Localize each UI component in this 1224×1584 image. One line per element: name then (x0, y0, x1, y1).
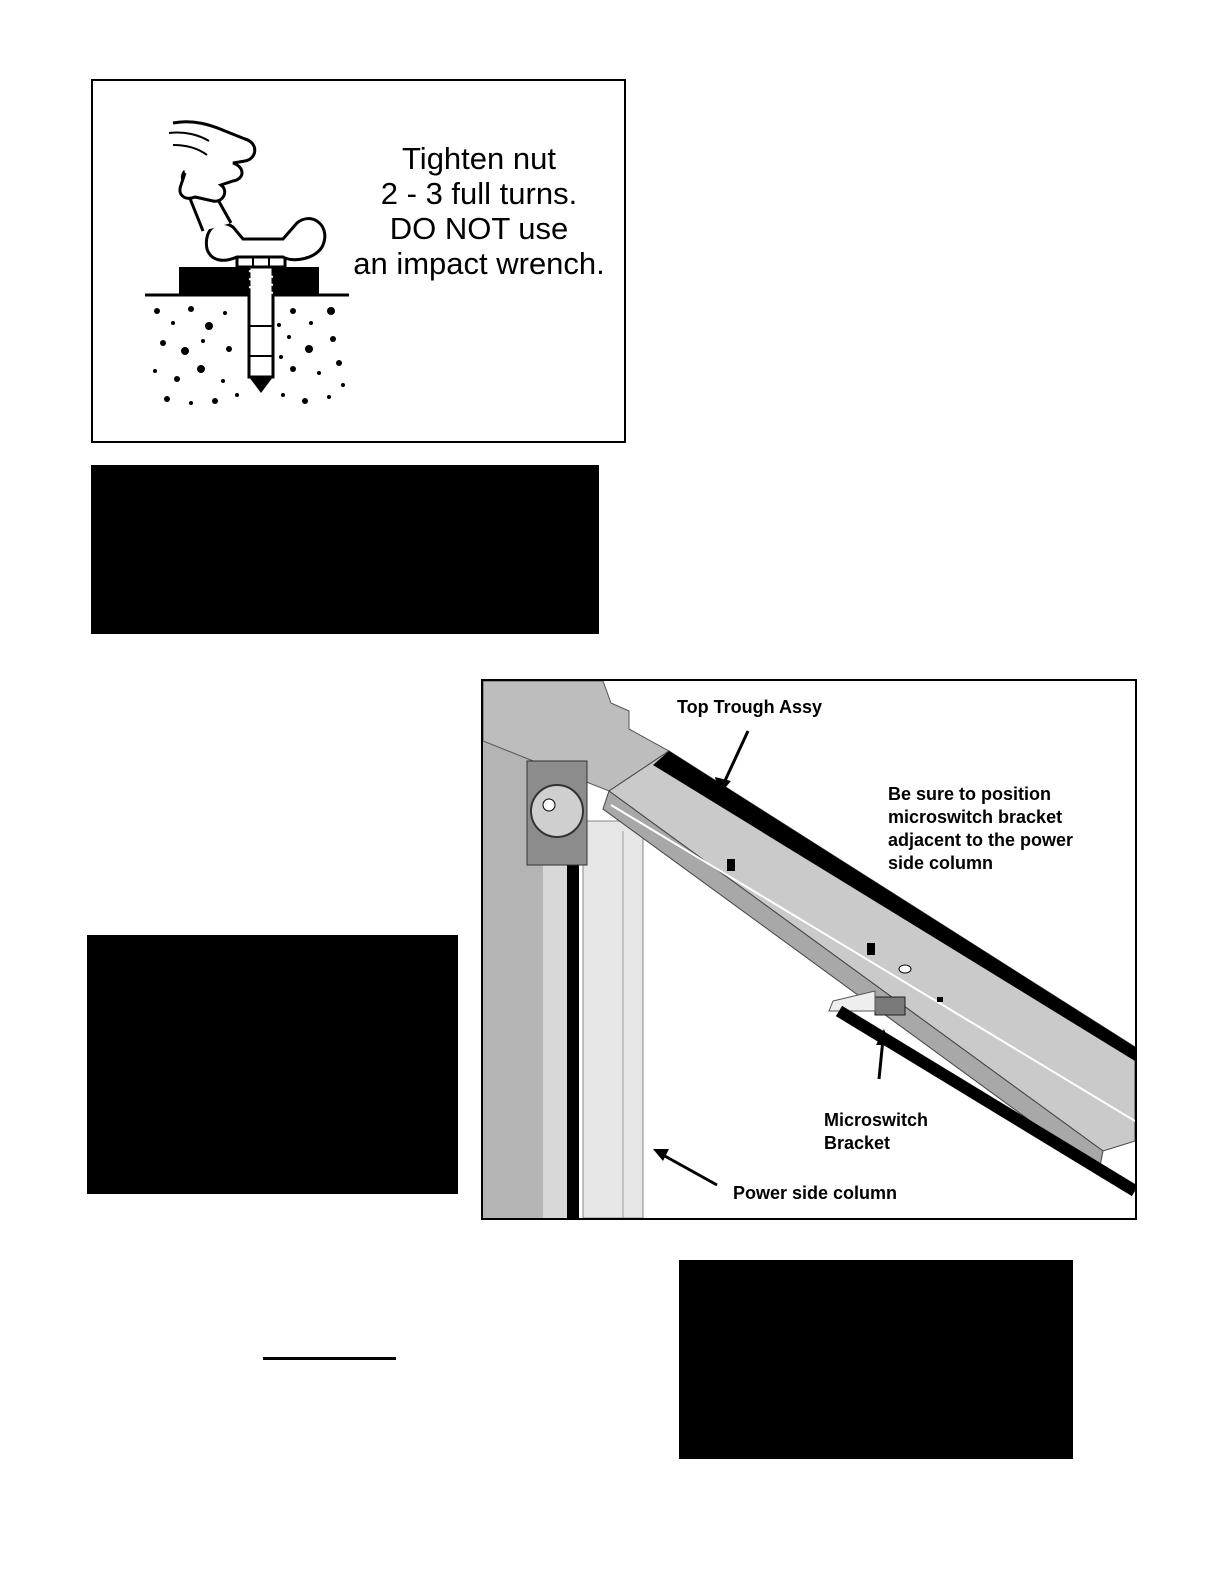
label-line: Bracket (824, 1133, 891, 1153)
microswitch-bracket-label (824, 1109, 928, 1155)
instruction-line: an impact wrench. (353, 246, 605, 281)
note-line: microswitch bracket (888, 807, 1063, 827)
note-line: side column (888, 853, 994, 873)
top-trough-label: Top Trough Assy (677, 697, 823, 717)
trough-assembly-illustration (483, 681, 1135, 1218)
anchor-bolt-figure (91, 79, 626, 443)
note-line: adjacent to the power (888, 830, 1074, 850)
underline-rule (263, 1357, 396, 1360)
instruction-line: Tighten nut (402, 141, 556, 176)
instruction-line: 2 - 3 full turns. (380, 176, 578, 211)
redacted-block-warning (91, 465, 599, 634)
note-line: Be sure to position (888, 784, 1052, 804)
instruction-line: DO NOT use (389, 211, 569, 246)
redacted-block-left (87, 935, 458, 1194)
power-side-column-label: Power side column (733, 1183, 898, 1203)
redacted-block-bottom (679, 1260, 1073, 1459)
label-line: Microswitch (824, 1110, 929, 1130)
position-note (888, 783, 1073, 875)
top-trough-figure (481, 679, 1137, 1220)
tighten-nut-instruction (329, 141, 629, 281)
